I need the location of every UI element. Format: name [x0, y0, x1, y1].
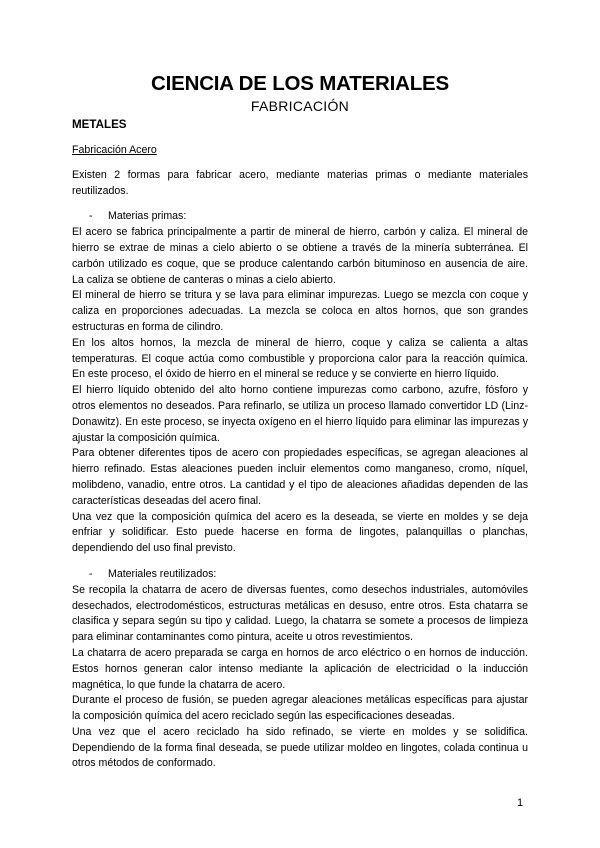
paragraph: El acero se fabrica principalmente a partir de mineral de hierro, carbón y caliza. El mineral de hierro se extrae de minas a cielo abierto o se obtiene a través de la minería subterránea. El carbón utilizado es coque, que se produce calentando carbón bituminoso en ausencia de aire. La caliza se obtiene de canteras o minas a cielo abierto.: [72, 226, 528, 286]
document-subtitle: FABRICACIÓN: [250, 98, 350, 114]
paragraph: El hierro líquido obtenido del alto horno contiene impurezas como carbono, azufre, fósforo y otros elementos no deseados. Para refinarlo, se utiliza un proceso llamado convertidor LD (Linz-Donawitz). En este proceso, se inyecta oxígeno en el hierro líquido para eliminar las impurezas y ajustar la composición química.: [72, 384, 528, 444]
bullet-label: Materiales reutilizados:: [108, 567, 217, 580]
paragraph: Para obtener diferentes tipos de acero con propiedades específicas, se agregan aleaciones al hierro refinado. Estas aleaciones pueden incluir elementos como manganeso, cromo, níquel, molibdeno, vanadio, entre otros. La cantidad y el tipo de aleaciones añadidas dependen de las características deseadas del acero final.: [72, 447, 528, 507]
document-title: CIENCIA DE LOS MATERIALES: [151, 72, 449, 95]
section-heading: METALES: [72, 118, 127, 131]
paragraph: En los altos hornos, la mezcla de mineral de hierro, coque y caliza se calienta a altas temperaturas. El coque actúa como combustible y proporciona calor para la reacción química. En este proceso, el óxido de hierro en el mineral se reduce y se convierte en hierro líquido.: [72, 336, 528, 381]
bullet-materias-primas: [72, 209, 528, 225]
paragraph: Una vez que la composición química del acero es la deseada, se vierte en moldes y se deja enfriar y solidificar. Esto puede hacerse en forma de lingotes, palanquillas o planchas, dependiendo del uso final previsto.: [72, 510, 528, 555]
bullet-dash: -: [89, 567, 93, 580]
paragraph: Una vez que el acero reciclado ha sido refinado, se vierte en moldes y se solidifica. Dependiendo de la forma final deseada, se puede utilizar moldeo en lingotes, colada continua u otros métodos de conformado.: [72, 725, 528, 770]
document-body: [72, 117, 528, 772]
subsection-heading: Fabricación Acero: [72, 144, 157, 156]
paragraph: Se recopila la chatarra de acero de diversas fuentes, como desechos industriales, automóviles desechados, electrodomésticos, estructuras metálicas en desuso, entre otros. Esta chatarra se clasifica y separa según su tipo y calidad. Luego, la chatarra se somete a procesos de limpieza para eliminar contaminantes como pintura, aceite u otros revestimientos.: [72, 583, 528, 644]
paragraph: Durante el proceso de fusión, se pueden agregar aleaciones metálicas específicas para ajustar la composición química del acero reciclado según las especificaciones deseadas.: [72, 694, 528, 723]
bullet-dash: -: [89, 210, 93, 223]
paragraph: El mineral de hierro se tritura y se lava para eliminar impurezas. Luego se mezcla con coque y caliza en proporciones adecuadas. La mezcla se coloca en altos hornos, que son grandes estructuras en forma de cilindro.: [72, 289, 528, 333]
paragraph: La chatarra de acero preparada se carga en hornos de arco eléctrico o en hornos de inducción. Estos hornos generan calor intenso mediante la aplicación de electricidad o la inducción magnética, lo que funde la chatarra de acero.: [72, 646, 528, 691]
bullet-label: Materias primas:: [108, 210, 187, 223]
intro-paragraph: Existen 2 formas para fabricar acero, mediante materias primas o mediante materiales reutilizados.: [72, 168, 528, 197]
page-number: 1: [517, 797, 524, 809]
bullet-materiales-reutilizados: [72, 567, 528, 583]
